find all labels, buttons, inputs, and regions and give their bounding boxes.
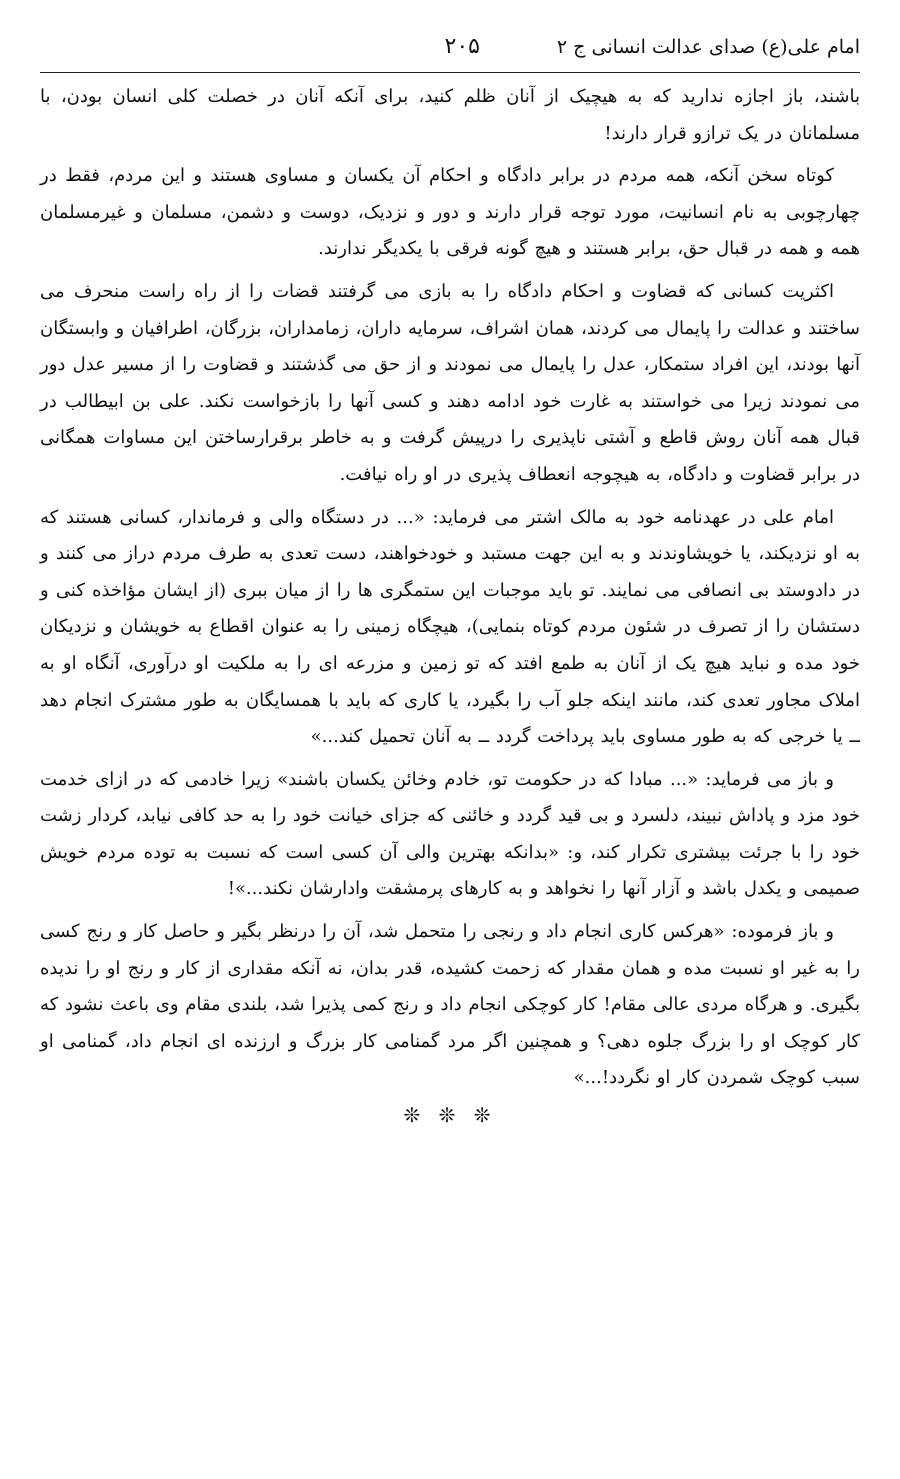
book-page bbox=[40, 28, 860, 1448]
paragraph: کوتاه سخن آنکه، همه مردم در برابر دادگاه و احکام آن یکسان و مساوی هستند و این مردم، فقط در چهارچوبی به نام انسانیت، مورد توجه قرار دارند و دور و نزدیک، دوست و دشمن، مسلمان و غیرمسلمان همه و همه در قبال حق، برابر هستند و هیچ گونه فرقی با یکدیگر ندارند. bbox=[40, 165, 860, 260]
paragraph: و باز فرموده: «هرکس کاری انجام داد و رنجی را متحمل شد، آن را درنظر بگیر و حاصل کار و رنج کسی را به غیر او نسبت مده و همان مقدار که زحمت کشیده، قدر بدان، نه آنکه مقداری از کار و رنج او را ندیده بگیری. و هرگاه مردی عالی مقام! کار کوچکی انجام داد و رنج کمی پذیرا شد، بلندی مقام وی باعث نشود که کار کوچک او را بزرگ جلوه دهی؟ و همچنین اگر مرد گمنامی کار بزرگ و ارزنده ای انجام داد، گمنامی او سبب کوچک شمردن کار او نگردد!...» bbox=[40, 921, 860, 1089]
section-separator: ❊ ❊ ❊ bbox=[403, 1103, 497, 1128]
page-header bbox=[40, 28, 860, 73]
page-number: ۲۰۵ bbox=[444, 34, 480, 59]
paragraph-continuation: باشند، باز اجازه ندارید که به هیچیک از آنان ظلم کنید، برای آنکه آنان در خصلت کلی انسان بودن، با مسلمانان در یک ترازو قرار دارند! bbox=[40, 86, 860, 144]
page-body bbox=[40, 79, 860, 1127]
running-title: امام علی(ع) صدای عدالت انسانی ج ۲ bbox=[556, 36, 860, 58]
paragraph: اکثریت کسانی که قضاوت و احکام دادگاه را به بازی می گرفتند قضات را از راه راست منحرف می ساختند و عدالت را پایمال می کردند، همان اشراف، سرمایه داران، زمامداران، بزرگان، اطرافیان و وابستگان آنها بودند، این افراد ستمکار، عدل را پایمال می نمودند و از حق می گذشتند و قضاوت را از مسیر عدل دور می نمودند زیرا می خواستند به غارت خود ادامه دهند و کسی آنها را بازخواست نکند. علی بن ابیطالب در قبال همه آنان روش قاطع و آشتی ناپذیری را درپیش گرفت و به خاطر برقرارساختن این مساوات همگانی در برابر قضاوت و دادگاه، به هیچوجه انعطاف پذیری در او راه نیافت. bbox=[40, 280, 860, 485]
paragraph: و باز می فرماید: «... مبادا که در حکومت تو، خادم وخائن یکسان باشند» زیرا خادمی که در ازای خدمت خود مزد و پاداش نبیند، دلسرد و بی قید گردد و خائنی که جزای خیانت خود را به حد کافی نیابد، کردار زشت خود را با جرئت بیشتری تکرار کند، و: «بدانکه بهترین والی آن کسی است که نسبت به توده مردم خویش صمیمی و یکدل باشد و آزار آنها را نخواهد و به کارهای پرمشقت وادارشان نکند...»! bbox=[40, 768, 860, 900]
paragraph: امام علی در عهدنامه خود به مالک اشتر می فرماید: «... در دستگاه والی و فرماندار، کسانی هستند که به او نزدیکند، یا خویشاوندند و به این جهت مستبد و خودخواهند، دست تعدی به طرف مردم دراز می کنند و در دادوستد بی انصافی می نمایند. تو باید موجبات این ستمگری ها را از میان ببری (از ایشان مؤاخذه کنی و دستشان را از تصرف در شئون مردم کوتاه بنمایی)، هیچگاه زمینی را به عنوان اقطاع به خویشان و نزدیکان خود مده و نباید هیچ یک از آنان به طمع افتد که تو زمین و مزرعه ای را به ملکیت او درآوری، آنگاه او به املاک مجاور تعدی کند، مانند اینکه جلو آب را بگیرد، یا کاری که باید با همسایگان به طور مشترک انجام دهد ــ یا خرجی که به طور مساوی باید پرداخت گردد ــ به آنان تحمیل کند...» bbox=[40, 506, 860, 748]
